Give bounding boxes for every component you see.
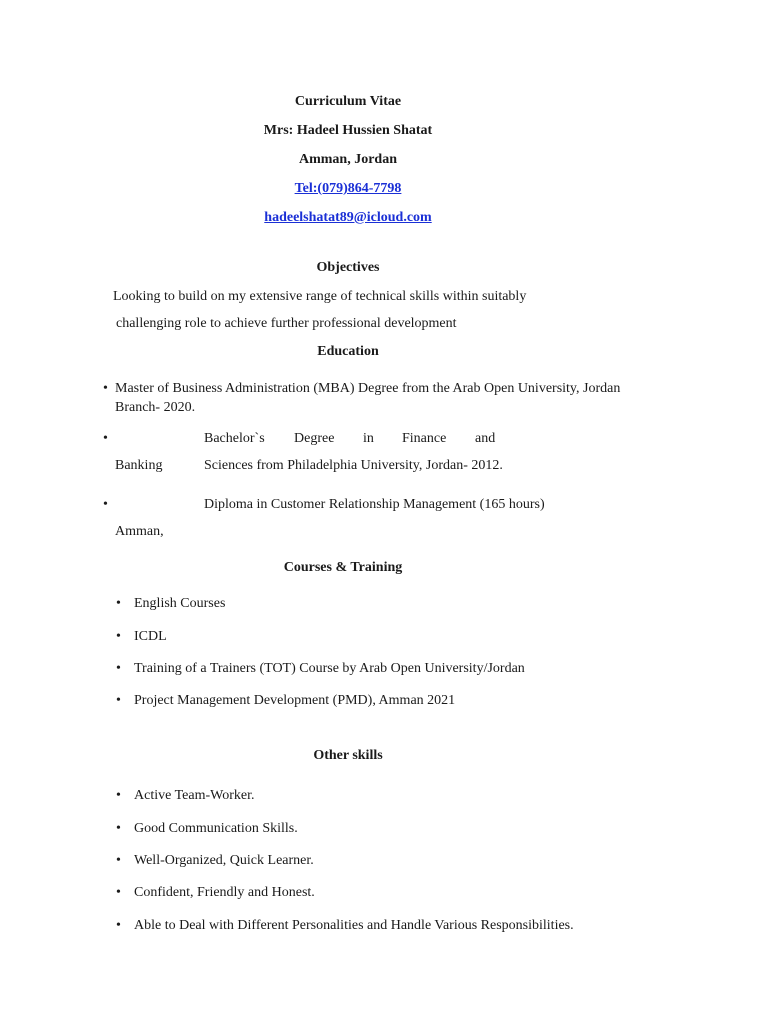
bullet-icon (116, 884, 121, 902)
bullet-icon (116, 917, 121, 935)
objectives-line-1: Looking to build on my extensive range of technical skills within suitably (113, 289, 527, 304)
education-mba-line-2: Branch- 2020. (115, 400, 196, 415)
bullet-icon (116, 595, 121, 613)
education-bachelor-word: Bachelor`s (204, 431, 265, 446)
education-bachelor-word: in (363, 431, 374, 446)
bullet-icon (116, 820, 121, 838)
education-diploma-line-2: Amman, (115, 524, 164, 539)
bullet-icon (116, 628, 121, 646)
cv-title: Curriculum Vitae (294, 94, 402, 109)
education-bachelor-word: Finance (402, 431, 447, 446)
skills-heading: Other skills (313, 748, 383, 763)
objectives-heading: Objectives (316, 260, 380, 275)
education-bachelor-line-2b: Sciences from Philadelphia University, Jordan- 2012. (204, 458, 503, 473)
education-bachelor-word: Degree (294, 431, 335, 446)
bullet-icon (103, 430, 108, 448)
skill-item-label: Good Communication Skills. (134, 821, 298, 836)
skill-item-label: Able to Deal with Different Personalities and Handle Various Responsibilities. (134, 918, 574, 933)
courses-heading: Courses & Training (283, 560, 403, 575)
education-diploma-line-1: Diploma in Customer Relationship Management (165 hours) (204, 497, 545, 512)
candidate-name: Mrs: Hadeel Hussien Shatat (263, 123, 433, 138)
bullet-icon (116, 692, 121, 710)
course-item-label: Training of a Trainers (TOT) Course by Arab Open University/Jordan (134, 661, 525, 676)
skill-item-label: Confident, Friendly and Honest. (134, 885, 315, 900)
bullet-icon (116, 852, 121, 870)
bullet-icon (116, 660, 121, 678)
bullet-icon (116, 787, 121, 805)
course-item-label: Project Management Development (PMD), Amman 2021 (134, 693, 456, 708)
email-link[interactable]: hadeelshatat89@icloud.com (264, 210, 432, 225)
skill-item-label: Well-Organized, Quick Learner. (134, 853, 314, 868)
objectives-line-2: challenging role to achieve further professional development (116, 316, 457, 331)
candidate-location: Amman, Jordan (298, 152, 397, 167)
education-mba-line-1: Master of Business Administration (MBA) Degree from the Arab Open University, Jordan (115, 381, 621, 396)
course-item-label: English Courses (134, 596, 226, 611)
course-item-label: ICDL (134, 629, 167, 644)
education-bachelor-line-2a: Banking (115, 458, 163, 473)
education-bachelor-word: and (475, 431, 496, 446)
education-heading: Education (317, 344, 379, 359)
skill-item-label: Active Team-Worker. (134, 788, 255, 803)
phone-link[interactable]: Tel:(079)864-7798 (294, 181, 402, 196)
bullet-icon (103, 496, 108, 514)
bullet-icon (103, 380, 108, 398)
